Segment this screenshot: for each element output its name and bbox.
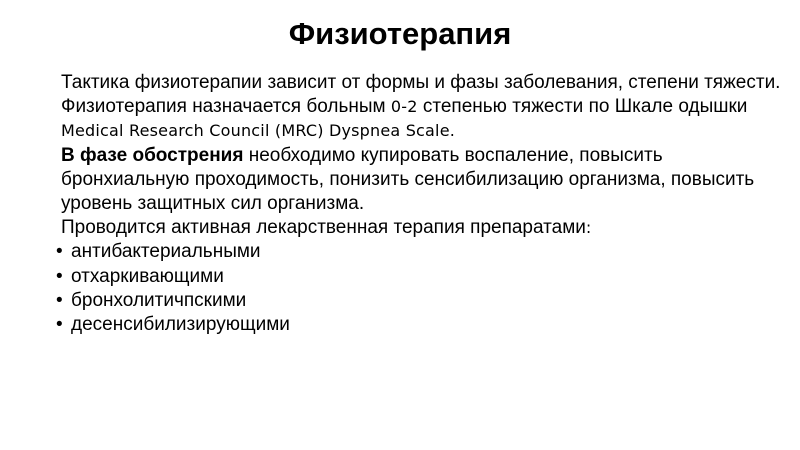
slide-title: Физиотерапия	[288, 16, 512, 51]
drug-name: отхаркивающими	[71, 265, 224, 287]
exacerbation-paragraph	[61, 144, 781, 217]
bullet-dot-icon: •	[56, 241, 63, 263]
drug-list	[56, 240, 781, 337]
indication-text-a: Физиотерапия назначается больным	[61, 96, 391, 118]
therapy-colon: :	[585, 218, 592, 238]
drug-name: антибактериальными	[71, 241, 261, 263]
therapy-text: Проводится активная лекарственная терапия препаратами	[61, 217, 586, 239]
exacerbation-goals: необходимо купировать воспаление, повысить бронхиальную проходимость, понизить сенсибилизацию организма, повысить уровень защитных сил организма.	[61, 144, 755, 215]
list-item	[56, 289, 781, 313]
mrc-scale-name: Medical Research Council (MRC) Dyspnea Scale.	[61, 121, 456, 141]
exacerbation-phase-label: В фазе обострения	[61, 144, 244, 166]
bullet-dot-icon: •	[56, 289, 63, 311]
list-item	[56, 265, 781, 289]
indication-text-b: степенью тяжести по Шкале одышки	[417, 96, 748, 118]
bullet-dot-icon: •	[56, 265, 63, 287]
drug-name: бронхолитичпскими	[71, 289, 247, 311]
therapy-paragraph	[61, 216, 781, 240]
severity-range: 0-2	[390, 97, 418, 117]
list-item	[56, 313, 781, 337]
bullet-dot-icon: •	[56, 314, 63, 336]
indication-paragraph	[61, 95, 781, 143]
drug-name: десенсибилизирующими	[71, 314, 290, 336]
slide-body	[56, 71, 781, 337]
list-item	[56, 240, 781, 264]
tactics-paragraph: Тактика физиотерапии зависит от формы и фазы заболевания, степени тяжести.	[61, 72, 781, 93]
